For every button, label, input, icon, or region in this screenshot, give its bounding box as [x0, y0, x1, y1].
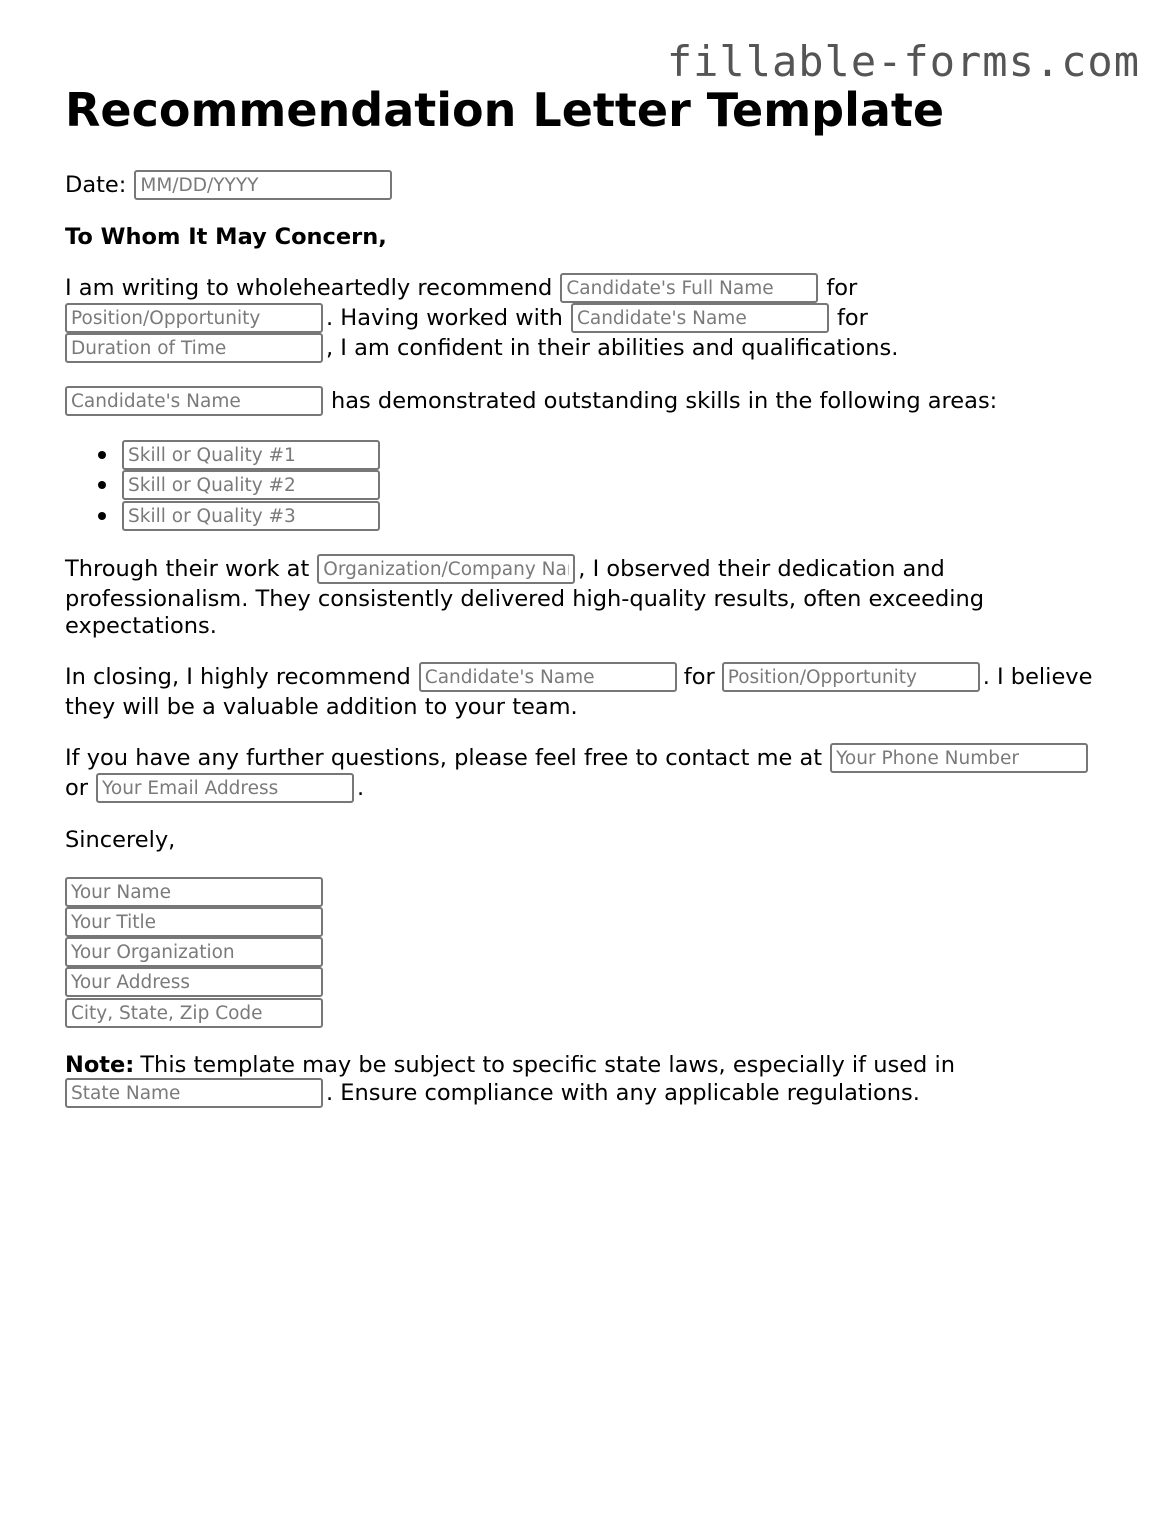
- bullet-icon: [98, 451, 106, 459]
- city-state-zip-input[interactable]: [65, 998, 323, 1028]
- date-row: [65, 170, 395, 200]
- list-item: [65, 440, 383, 470]
- candidate-name-input-2[interactable]: [65, 386, 323, 416]
- para5-line1: [65, 743, 1091, 773]
- note-line1: [65, 1050, 955, 1080]
- signature-organization-row: [65, 937, 326, 967]
- bullet-icon: [98, 512, 106, 520]
- para1-text1: I am writing to wholeheartedly recommend: [65, 275, 553, 301]
- para1-line1: [65, 273, 857, 303]
- your-address-input[interactable]: [65, 967, 323, 997]
- para5-line2: [65, 773, 364, 803]
- your-name-input[interactable]: [65, 877, 323, 907]
- para3-line2: professionalism. They consistently delivered high-quality results, often exceeding: [65, 586, 985, 612]
- position-input[interactable]: [65, 303, 323, 333]
- para5-text2: or: [65, 775, 89, 801]
- phone-input[interactable]: [830, 743, 1088, 773]
- para4-text3: . I believe: [982, 664, 1093, 690]
- para3-line3: expectations.: [65, 613, 217, 639]
- note-text1: This template may be subject to specific state laws, especially if used in: [140, 1052, 956, 1078]
- position-input-2[interactable]: [722, 662, 980, 692]
- date-input[interactable]: [134, 170, 392, 200]
- closing: Sincerely,: [65, 827, 176, 853]
- para4-text2: for: [683, 664, 715, 690]
- para1-text5: , I am confident in their abilities and qualifications.: [326, 335, 899, 361]
- para4-line1: [65, 662, 1092, 692]
- signature-name-row: [65, 877, 326, 907]
- note-text2: . Ensure compliance with any applicable regulations.: [326, 1080, 920, 1106]
- your-organization-input[interactable]: [65, 937, 323, 967]
- para3-line1: [65, 554, 945, 584]
- state-name-input[interactable]: [65, 1078, 323, 1108]
- para2-line: [65, 386, 997, 416]
- para1-text2: for: [826, 275, 858, 301]
- para5-text1: If you have any further questions, please feel free to contact me at: [65, 745, 823, 771]
- para1-text3: . Having worked with: [326, 305, 563, 331]
- skill-input-2[interactable]: [122, 470, 380, 500]
- salutation: To Whom It May Concern,: [65, 224, 387, 250]
- signature-city-row: [65, 998, 326, 1028]
- email-input[interactable]: [96, 773, 354, 803]
- list-item: [65, 470, 383, 500]
- organization-input[interactable]: [317, 554, 575, 584]
- candidate-full-name-input[interactable]: [560, 273, 818, 303]
- your-title-input[interactable]: [65, 907, 323, 937]
- note-line2: [65, 1078, 920, 1108]
- bullet-icon: [98, 481, 106, 489]
- duration-input[interactable]: [65, 333, 323, 363]
- para2-text: has demonstrated outstanding skills in the following areas:: [331, 388, 998, 414]
- skill-input-1[interactable]: [122, 440, 380, 470]
- para1-line2: [65, 303, 868, 333]
- para1-text4: for: [836, 305, 868, 331]
- watermark: fillable-forms.com: [666, 37, 1140, 86]
- signature-address-row: [65, 967, 326, 997]
- candidate-name-input[interactable]: [571, 303, 829, 333]
- skill-input-3[interactable]: [122, 501, 380, 531]
- para4-line2: they will be a valuable addition to your team.: [65, 694, 578, 720]
- para1-line3: [65, 333, 898, 363]
- signature-title-row: [65, 907, 326, 937]
- note-label: Note:: [65, 1052, 135, 1078]
- para3-text2: , I observed their dedication and: [578, 556, 945, 582]
- para5-text3: .: [357, 775, 365, 801]
- date-label: Date:: [65, 172, 127, 198]
- candidate-name-input-3[interactable]: [419, 662, 677, 692]
- para4-text1: In closing, I highly recommend: [65, 664, 411, 690]
- page-title: Recommendation Letter Template: [65, 83, 945, 137]
- list-item: [65, 501, 383, 531]
- para3-text1: Through their work at: [65, 556, 310, 582]
